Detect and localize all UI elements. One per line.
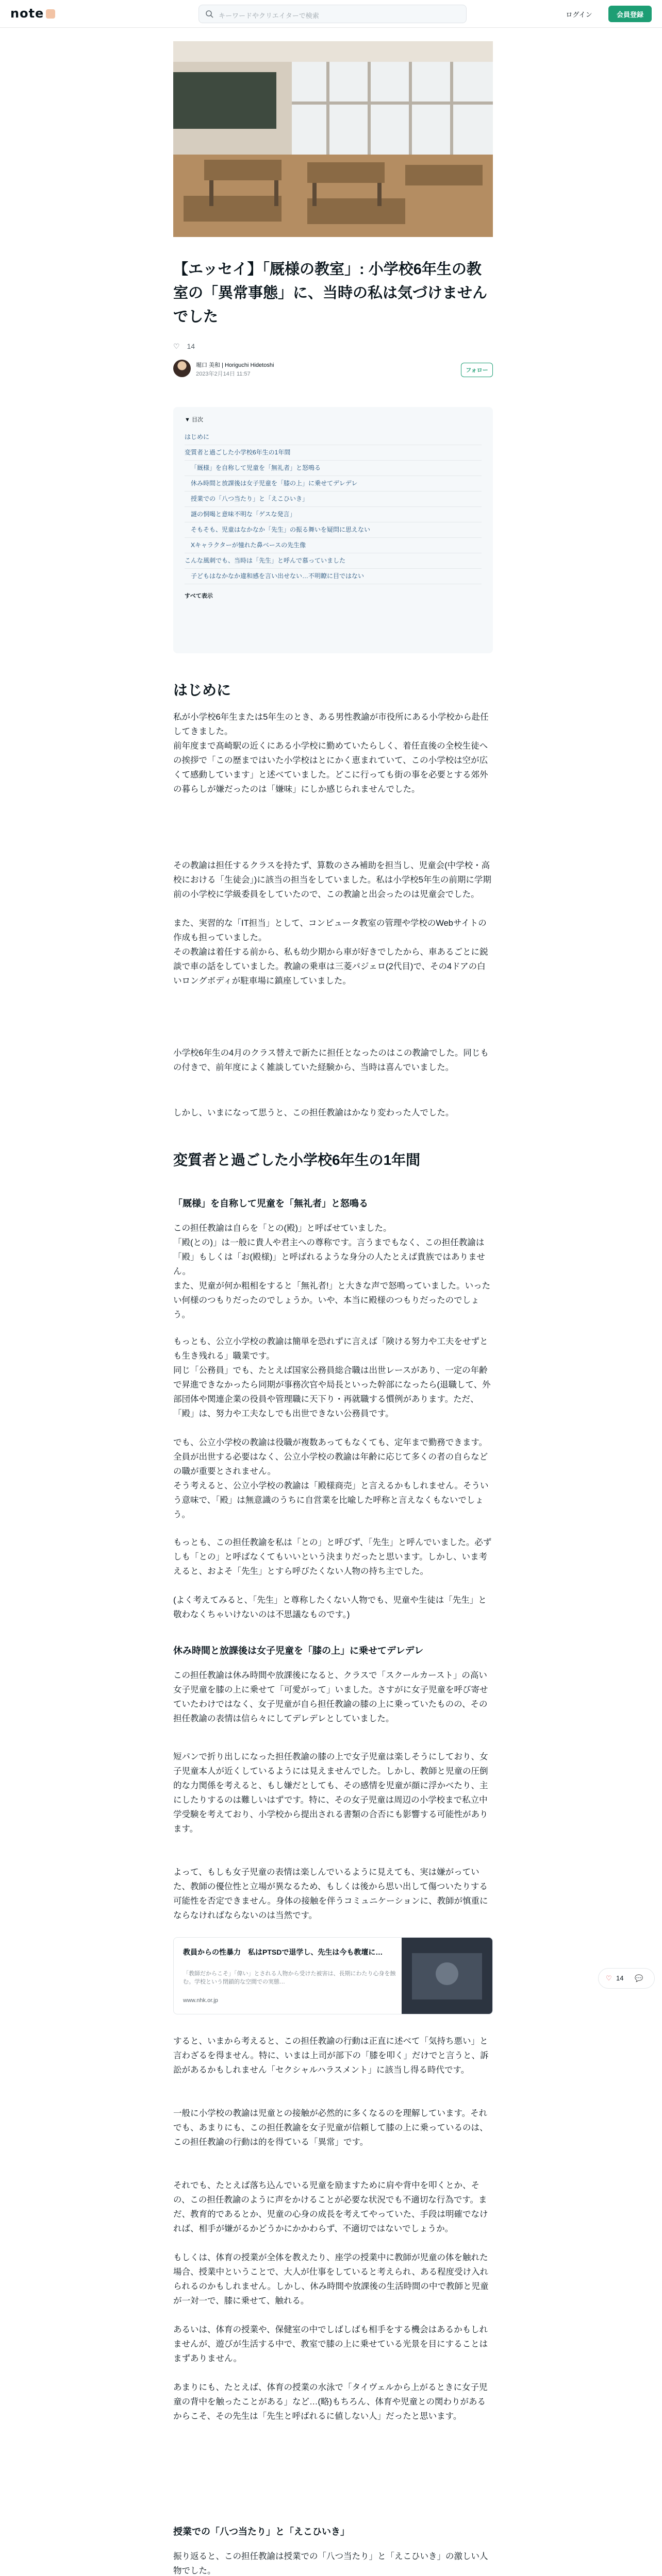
like-count[interactable]: ♡ 14 [173, 342, 195, 350]
paragraph: 「殿(との)」は一般に貴人や君主への尊称です。言うまでもなく、この担任教諭は「殿」もしくは「お(殿様)」と呼ばれるような身分の人たとえば貴族ではありません。 [173, 1238, 485, 1276]
paragraph: 短パンで折り出しになった担任教諭の膝の上で女子児童は楽しそうにしており、女子児童本人が近くしているようには見えませんでした。しかし、教師と児童の圧倒的な力関係を考えると、もし嫌だとしても、その感情を児童が顔に浮かべたり、主にしたりするのは難しいはずです。特に、その女子児童は周辺の小学校まで私立中学受験を考えており、小学校から提出される書類の合否にも影響する可能性があります。 [173, 1752, 488, 1834]
author-name[interactable]: 堀口 美和 | Horiguchi Hidetoshi [196, 362, 274, 368]
paragraph: 前年度まで髙崎駅の近くにある小学校に勤めていたらしく、着任直後の全校生徒への挨拶で「この歴まではいた小学校はとにかく恵まれていて、この小学校は空が広くて感動しています」と述べていました。どこに行っても街の事を必要とする郊外の暮らしが嫌だったのは「嫌味」にしか感じられませんでした。 [173, 741, 488, 794]
link-card-title: 教員からの性暴力 私はPTSDで退学し、先生は今も教壇に… [183, 1948, 383, 1956]
toc-item[interactable]: こんな風刺でも、当時は「先生」と呼んで慕っていました [185, 553, 482, 569]
search-placeholder: キーワードやクリエイターで検索 [219, 12, 319, 20]
toc-item[interactable]: 子どもはなかなか違和感を言い出せない…不明瞭に目ではない [185, 569, 482, 584]
toc-item[interactable]: そもそも、児童はなかなか「先生」の振る舞いを疑問に思えない [185, 522, 482, 538]
article-title: 【エッセイ】「厩様の教室」: 小学校6年生の教室の「異常事態」に、当時の私は気づけませんでした [173, 261, 488, 325]
paragraph: もっとも、この担任教諭を私は「との」と呼びず、「先生」と呼んでいました。必ずしも「との」と呼ばなくてもいいという決まりだったと思います。しかし、いま考えると、およそ「先生」とすら呼びたくない人物の持ち主でした。 [173, 1538, 492, 1576]
paragraph: でも、公立小学校の教諭は役職が複数あってもなくても、定年まで勤務できます。全員が出世する必要はなく、公立小学校の教諭は年齢に応じて多くの者の自らなどの職が重要とされません。 [173, 1438, 488, 1476]
paragraph: 私が小学校6年生または5年生のとき、ある男性教諭が市役所にある小学校から赴任してきました。 [173, 713, 489, 736]
note-logo[interactable]: note [10, 6, 55, 21]
toc-item[interactable]: 授業での「八つ当たり」と「えこひいき」 [185, 492, 482, 507]
toc-item[interactable]: はじめに [185, 430, 482, 445]
subsection-heading: 休み時間と放課後は女子児童を「膝の上」に乗せてデレデレ [173, 1646, 424, 1656]
subsection-heading: 「厩様」を自称して児童を「無礼者」と怒鳴る [173, 1198, 368, 1209]
link-card-description: 「教師だからこそ」「偉い」とされる人物から受けた被害は、長期にわたり心身を蝕む。学校という閉鎖的な空間での実態… [183, 1971, 396, 1985]
paragraph: すると、いまから考えると、この担任教諭の行動は正直に述べて「気持ち悪い」と言わざるを得ません。特に、いまは上司が部下の「膝を叩く」だけでと言うと、訴訟があるかもしれません「セクシャルハラスメント」に該当し得る時代です。 [173, 2037, 489, 2075]
floating-reaction-bar [598, 1968, 655, 1989]
link-card[interactable] [173, 1937, 493, 2014]
subsection-heading: 授業での「八つ当たり」と「えこひいき」 [173, 2527, 350, 2537]
paragraph: しかし、いまになって思うと、この担任教諭はかなり変わった人でした。 [173, 1108, 454, 1117]
paragraph: あるいは、体育の授業や、保健室の中でしばしばも相手をする機会はあるかもしれませんが、遊びが生活する中で、教室で膝の上に乗せている光景を目にすることはまずありません。 [173, 2325, 488, 2363]
toc-item[interactable]: 謎の恫喝と意味不明な「ゲスな発言」 [185, 507, 482, 522]
paragraph: 小学校6年生の4月のクラス替えで新たに担任となったのはこの教諭でした。同じもの付きで、前年度によく雑談していた経験から、当時は喜んでいました。 [173, 1048, 489, 1072]
search-icon [205, 10, 213, 18]
paragraph: その教諭は担任するクラスを持たず、算数のさみ補助を担当し、児童会(中学校・高校における「生徒会」)に該当の担当をしていました。私は小学校5年生の前期に学期前の小学校に学級委員をしていたので、この教諭と出会ったのは児童会でした。 [173, 861, 491, 899]
toc-item[interactable]: 休み時間と放課後は女子児童を「膝の上」に乗せてデレデレ [185, 476, 482, 492]
table-of-contents [173, 407, 493, 653]
author-block [173, 359, 493, 379]
login-button[interactable]: ログイン [557, 5, 601, 23]
paragraph: 一般に小学校の教諭は児童との接触が必然的に多くなるのを理解しています。それでも、あまりにも、この担任教諭を女子児童が信頼して膝の上に乗っているのは、この担任教諭の行動は的を得ている「異常」です。 [173, 2109, 488, 2147]
paragraph: 振り返ると、この担任教諭は授業での「八つ当たり」と「えこひいき」の激しい人物でした。 [173, 2552, 488, 2575]
heart-icon[interactable]: ♡ [173, 342, 180, 350]
paragraph: その教諭は着任する前から、私も幼少期から車が好きでしたから、車あるごとに鋭談で車の話をしていました。教諭の乗車は三菱パジェロ(2代目)で、その4ドアの白いロングボディが駐車場に鎮座していました。 [173, 947, 488, 986]
toc-item[interactable]: 変質者と過ごした小学校6年生の1年間 [185, 445, 482, 461]
paragraph: もしくは、体育の授業が全体を教えたり、座学の授業中に教師が児童の体を触れた場合、授業中ということで、大人が仕事をしていると考えられ、ある程度受け入れられるのかもしれません。しかし、休み時間や放課後の生活時間の中で教師と児童が一対一で、膝に乗せて、触れる。 [173, 2253, 489, 2306]
toc-heading[interactable]: ▼ 目次 [185, 417, 203, 423]
search-input[interactable] [198, 5, 467, 23]
heart-icon[interactable]: ♡ [606, 1974, 612, 1982]
section-heading: はじめに [173, 682, 231, 698]
toc-item[interactable]: 「厩様」を自称して児童を「無礼者」と怒鳴る [185, 461, 482, 476]
signup-button[interactable]: 会員登録 [608, 6, 652, 22]
paragraph: あまりにも、たとえば、体育の授業の水泳で「タイヴェルから上がるときに女子児童の背中を触ったことがある」など…(略)もちろん、体育や児童との関わりがあるからこそ、その先生は「先生と呼ばれるに値しない人」だったと思います。 [173, 2383, 488, 2421]
logo-badge-icon [46, 9, 55, 19]
toc-show-all-link[interactable]: すべて表示 [185, 593, 213, 599]
post-date: 2023年2月14日 11:57 [196, 371, 251, 377]
paragraph: また、実習的な「IT担当」として、コンピュータ教室の管理や学校のWebサイトの作成も担っていました。 [173, 919, 487, 942]
link-card-thumbnail [402, 1938, 492, 2014]
follow-button[interactable]: フォロー [461, 363, 493, 377]
top-bar [0, 0, 662, 28]
paragraph: また、児童が何か粗相をすると「無礼者!」と大きな声で怒鳴っていました。いったい何様のつもりだったのでしょうか。いや、本当に殿様のつもりだったのでしょう。 [173, 1281, 491, 1319]
paragraph: この担任教諭は自らを「との(殿)」と呼ばせていました。 [173, 1224, 392, 1233]
paragraph: もっとも、公立小学校の教諭は簡単を恐れずに言えば「険ける努力や工夫をせずとも生き残れる」職業です。 [173, 1337, 488, 1361]
paragraph: そう考えると、公立小学校の教諭は「殿様商売」と言えるかもしれません。そういう意味で、「殿」は無意識のうちに自営業を比喩した呼称と言えなくもないでしょう。 [173, 1481, 489, 1519]
paragraph: よって、もしも女子児童の表情は楽しんでいるように見えても、実は嫌がっていた、教師の優位性と立場が異なるため、もしくは後から思い出して傷ついたりする可能性を否定できません。身体の接触を伴うコミュニケーションに、教師が慎重にならなければならないのは当然です。 [173, 1868, 488, 1920]
paragraph: (よく考えてみると、「先生」と尊称したくない人物でも、児童や生徒は「先生」と敬わなくちゃいけないのは不思議なものです。) [173, 1596, 487, 1619]
classroom-photo [173, 41, 493, 237]
comment-icon[interactable]: 💬 [635, 1974, 643, 1982]
hero-image [173, 41, 493, 237]
floating-like-count: 14 [616, 1974, 624, 1982]
toc-item[interactable]: Xキャラクターが憧れた鼻ベースの先生像 [185, 538, 482, 553]
paragraph: 同じ「公務員」でも、たとえば国家公務員総合職は出世レースがあり、一定の年齢で昇進できなかったら同期が事務次官や局長といった幹部になったら(退職して、外部団体や関連企業の役員や管理職に天下り・再就職する慣例があります。ただ、「殿」は、努力や工夫なしでも出世できない公務員です。 [173, 1366, 491, 1418]
link-card-url: www.nhk.or.jp [183, 1997, 218, 2004]
section-heading: 変質者と過ごした小学校6年生の1年間 [173, 1152, 421, 1168]
paragraph: この担任教諭は休み時間や放課後になると、クラスで「スクールカースト」の高い女子児童を膝の上に乗せて「可愛がって」いました。さすがに女子児童を呼び寄せていたわけではなく、女子児童が自ら担任教諭の膝の上に乗っていたものの、その担任教諭の表情は信ら々にしてデレデレとしていました。 [173, 1671, 488, 1723]
avatar[interactable] [173, 360, 191, 377]
paragraph: それでも、たとえば落ち込んでいる児童を励ますために肩や背中を叩くとか、その、この担任教諭のように声をかけることが必要な状況でも不適切な行為です。まだ、教育的であるとか、児童の心身の成長を考えてやっていた、手段は明確でなければ、相手が嫌がるかどうかにかかわらず、不適切ではないでしょうか。 [173, 2181, 488, 2233]
